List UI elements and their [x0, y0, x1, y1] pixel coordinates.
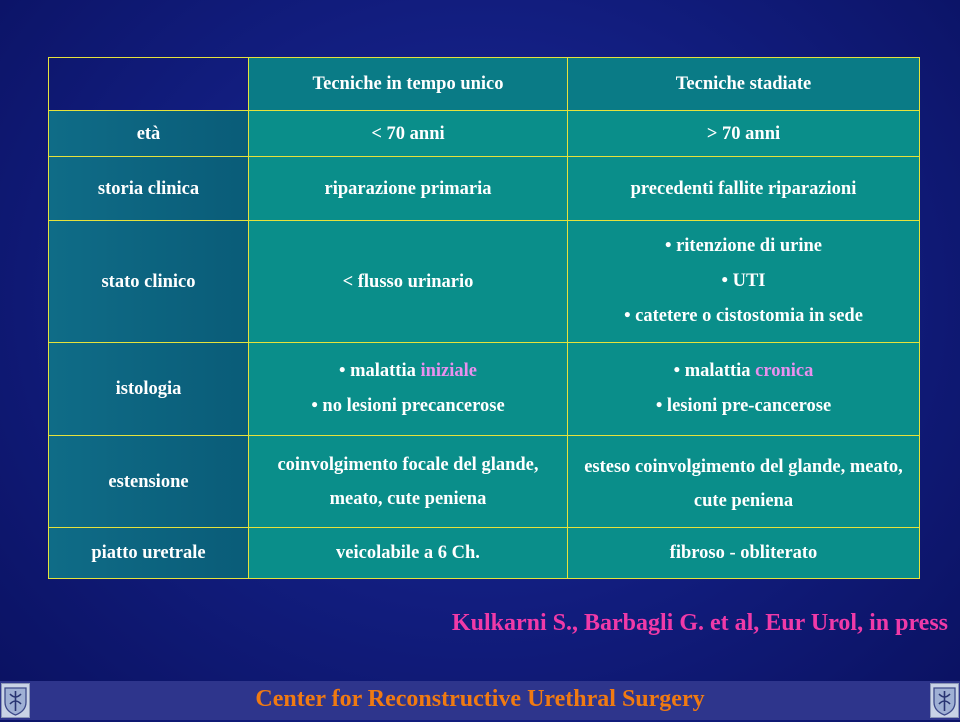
table-row	[49, 221, 920, 343]
cell-single-stage: < flusso urinario	[249, 221, 568, 343]
cell-single-stage	[249, 343, 568, 436]
citation: Kulkarni S., Barbagli G. et al, Eur Urol, in press	[451, 610, 948, 636]
cell-staged	[568, 343, 920, 436]
row-label: istologia	[49, 343, 249, 436]
table-row	[49, 436, 920, 528]
footer-bar	[0, 681, 960, 720]
urology-shield-logo-icon	[930, 683, 959, 718]
cell-staged: fibroso - obliterato	[568, 528, 920, 579]
footer-title: Center for Reconstructive Urethral Surgery	[255, 686, 705, 712]
highlight-term: iniziale	[420, 361, 478, 381]
cell-staged: > 70 anni	[568, 111, 920, 157]
cell-staged	[568, 221, 920, 343]
highlight-term: cronica	[755, 361, 814, 381]
cell-single-stage: riparazione primaria	[249, 157, 568, 221]
urology-shield-logo-icon	[1, 683, 30, 718]
corner-cell	[49, 58, 249, 111]
bullet-line: • UTI	[721, 271, 766, 291]
table-header-row	[49, 58, 920, 111]
bullet-line	[255, 354, 561, 389]
cell-single-stage: coinvolgimento focale del glande, meato, cute peniena	[249, 436, 568, 528]
table-row	[49, 111, 920, 157]
cell-single-stage: < 70 anni	[249, 111, 568, 157]
bullet-prefix: • malattia	[673, 361, 756, 381]
row-label: stato clinico	[49, 221, 249, 343]
column-header-single-stage: Tecniche in tempo unico	[249, 58, 568, 111]
table-row	[49, 343, 920, 436]
table-row	[49, 528, 920, 579]
cell-single-stage: veicolabile a 6 Ch.	[249, 528, 568, 579]
bullet-line: • ritenzione di urine	[664, 236, 823, 256]
bullet-line: • lesioni pre-cancerose	[655, 396, 832, 416]
cell-staged: esteso coinvolgimento del glande, meato, cute peniena	[568, 436, 920, 528]
bullet-line: • no lesioni precancerose	[311, 396, 505, 416]
comparison-table	[48, 57, 920, 579]
bullet-line	[574, 354, 913, 389]
row-label: storia clinica	[49, 157, 249, 221]
row-label: età	[49, 111, 249, 157]
table-row	[49, 157, 920, 221]
bullet-line: • catetere o cistostomia in sede	[624, 306, 863, 326]
row-label: piatto uretrale	[49, 528, 249, 579]
bullet-prefix: • malattia	[338, 361, 421, 381]
row-label: estensione	[49, 436, 249, 528]
column-header-staged: Tecniche stadiate	[568, 58, 920, 111]
cell-staged: precedenti fallite riparazioni	[568, 157, 920, 221]
